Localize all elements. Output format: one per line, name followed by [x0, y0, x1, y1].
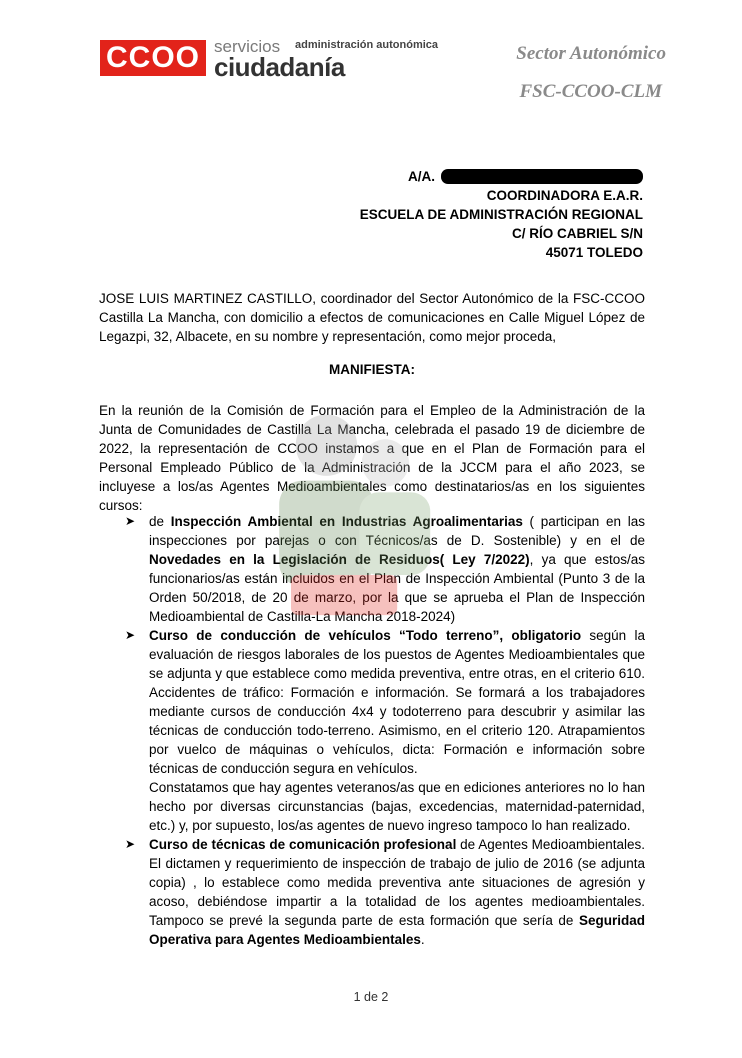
address-line-2: ESCUELA DE ADMINISTRACIÓN REGIONAL [359, 207, 643, 222]
address-line-4: 45071 TOLEDO [545, 245, 643, 260]
sector-title: Sector Autonómico [516, 43, 666, 64]
list-item: ➤ Curso de técnicas de comunicación profesional de Agentes Medioambientales. El dictamen y requerimiento de inspección de trabajo de julio de 2016 (se adjunta copia) , lo establece como medida preventiva ante situaciones de agresión y acoso, debiéndose impartir a la totalidad de los agentes medioambientales. Tampoco se prevé la segunda parte de esta formación que sería de Seguridad Operativa para Agentes Medioambientales. [125, 837, 645, 947]
intro-paragraph: JOSE LUIS MARTINEZ CASTILLO, coordinador del Sector Autonómico de la FSC-CCOO Castilla La Mancha, con domicilio a efectos de comunicaciones en Calle Miguel López de Legazpi, 32, Albacete, en su nombre y representación, como mejor proceda, [99, 291, 645, 344]
logo-servicios: servicios [214, 37, 281, 56]
address-line-3: C/ RÍO CABRIEL S/N [511, 226, 643, 241]
logo-admin-autonomica: administración autonómica [295, 39, 439, 51]
manifiesta-heading: MANIFIESTA: [329, 362, 415, 377]
arrow-bullet-icon: ➤ [125, 514, 136, 528]
main-paragraph: En la reunión de la Comisión de Formación para el Empleo de la Administración de la Junta de Comunidades de Castilla La Mancha, celebrada el pasado 19 de diciembre de 2022, la representación de CCOO instamos a que en el Plan de Formación para el Personal Empleado Público de la Administración de la JCCM para el año 2023, se incluyese a los/as Agentes Medioambientales como destinatarios/as en los siguientes cursos: [99, 403, 645, 513]
list-item: ➤ de Inspección Ambiental en Industrias Agroalimentarias ( participan en las inspecciones por parejas o con Técnicos/as de D. Sostenible) y en el de Novedades en la Legislación de Residuos( Ley 7/2022), ya que estos/as funcionarios/as están incluidos en el Plan de Inspección Ambiental (Punto 3 de la Orden 50/2018, de 20 de marzo, por la que se aprueba el Plan de Inspección Medioambiental de Castilla-La Mancha 2018-2024) [125, 514, 645, 624]
course-list [125, 512, 645, 949]
address-line-1: COORDINADORA E.A.R. [486, 188, 643, 203]
redacted-name [441, 169, 643, 184]
letterhead [0, 0, 742, 110]
attention-line: A/A. [360, 167, 643, 186]
arrow-bullet-icon: ➤ [125, 837, 136, 851]
arrow-bullet-icon: ➤ [125, 628, 136, 642]
page-number: 1 de 2 [353, 990, 389, 1004]
list-item: ➤ Curso de conducción de vehículos “Todo terreno”, obligatorio según la evaluación de riesgos laborales de los puestos de Agentes Medioambientales que se adjunta y que establece como medida preventiva, entre otras, en el criterio 610. Accidentes de tráfico: Formación e información. Se formará a los trabajadores mediante cursos de conducción 4x4 y todoterreno para descubrir y asimilar las técnicas de conducción todo-terreno. Asimismo, en el criterio 120. Atrapamientos por vuelco de máquinas o vehículos, dicta: Formación e información sobre técnicas de conducción segura en vehículos. Constatamos que hay agentes veteranos/as que en ediciones anteriores no lo han hecho por diversas circunstancias (bajas, excedencias, maternidad-paternidad, etc.) y, por supuesto, los/as agentes de nuevo ingreso tampoco lo han realizado. [125, 628, 645, 833]
ccoo-logo: CCOO [100, 40, 206, 76]
recipient-address [360, 167, 643, 262]
logo-ciudadania: ciudadanía [214, 52, 345, 82]
sector-subtitle: FSC-CCOO-CLM [519, 81, 662, 102]
